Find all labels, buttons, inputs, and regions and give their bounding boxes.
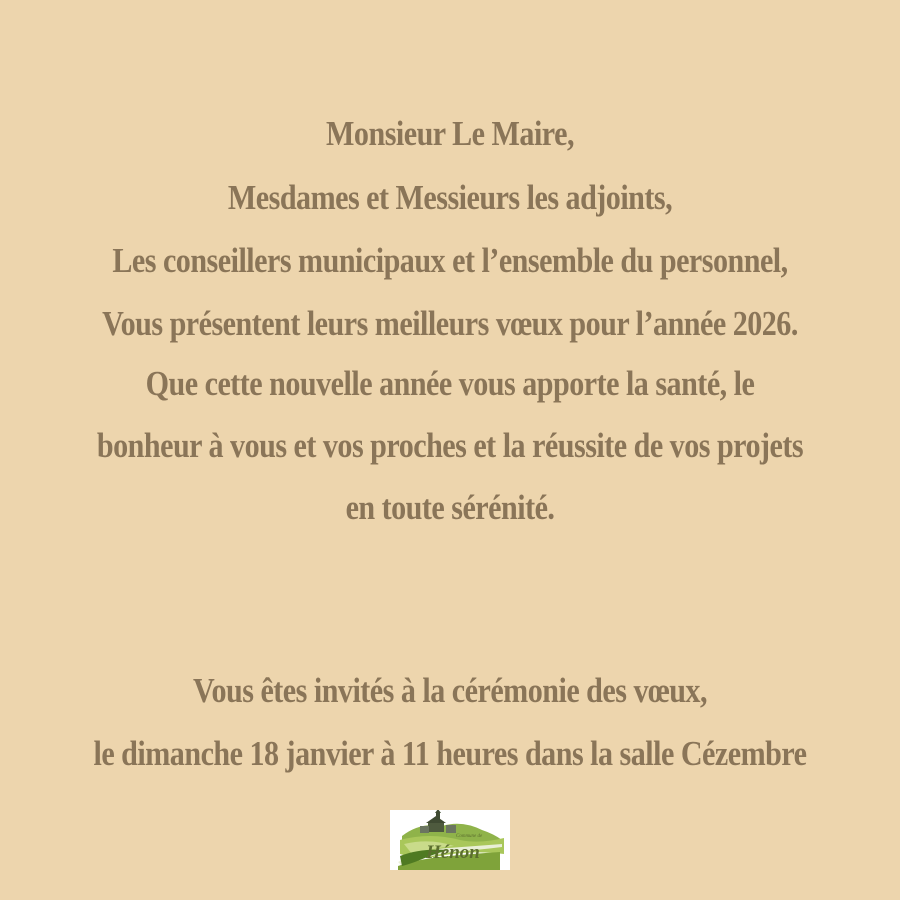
invitation-line-2: le dimanche 18 janvier à 11 heures dans la salle Cézembre — [93, 734, 807, 773]
greeting-line-5: Que cette nouvelle année vous apporte la santé, le — [145, 364, 755, 403]
logo-subtitle: Commune de — [456, 834, 483, 839]
greeting-line-1: Monsieur Le Maire, — [326, 114, 574, 153]
greeting-line-7: en toute sérénité. — [345, 488, 555, 527]
commune-logo — [390, 810, 510, 870]
logo-name: Hénon — [426, 842, 480, 863]
greeting-line-6: bonheur à vous et vos proches et la réussite de vos projets — [96, 426, 804, 465]
greeting-line-4: Vous présentent leurs meilleurs vœux pour l’année 2026. — [102, 304, 798, 343]
invitation-line-1: Vous êtes invités à la cérémonie des vœux, — [193, 671, 707, 710]
greeting-line-2: Mesdames et Messieurs les adjoints, — [227, 178, 673, 217]
greeting-line-3: Les conseillers municipaux et l’ensemble du personnel, — [112, 241, 788, 280]
